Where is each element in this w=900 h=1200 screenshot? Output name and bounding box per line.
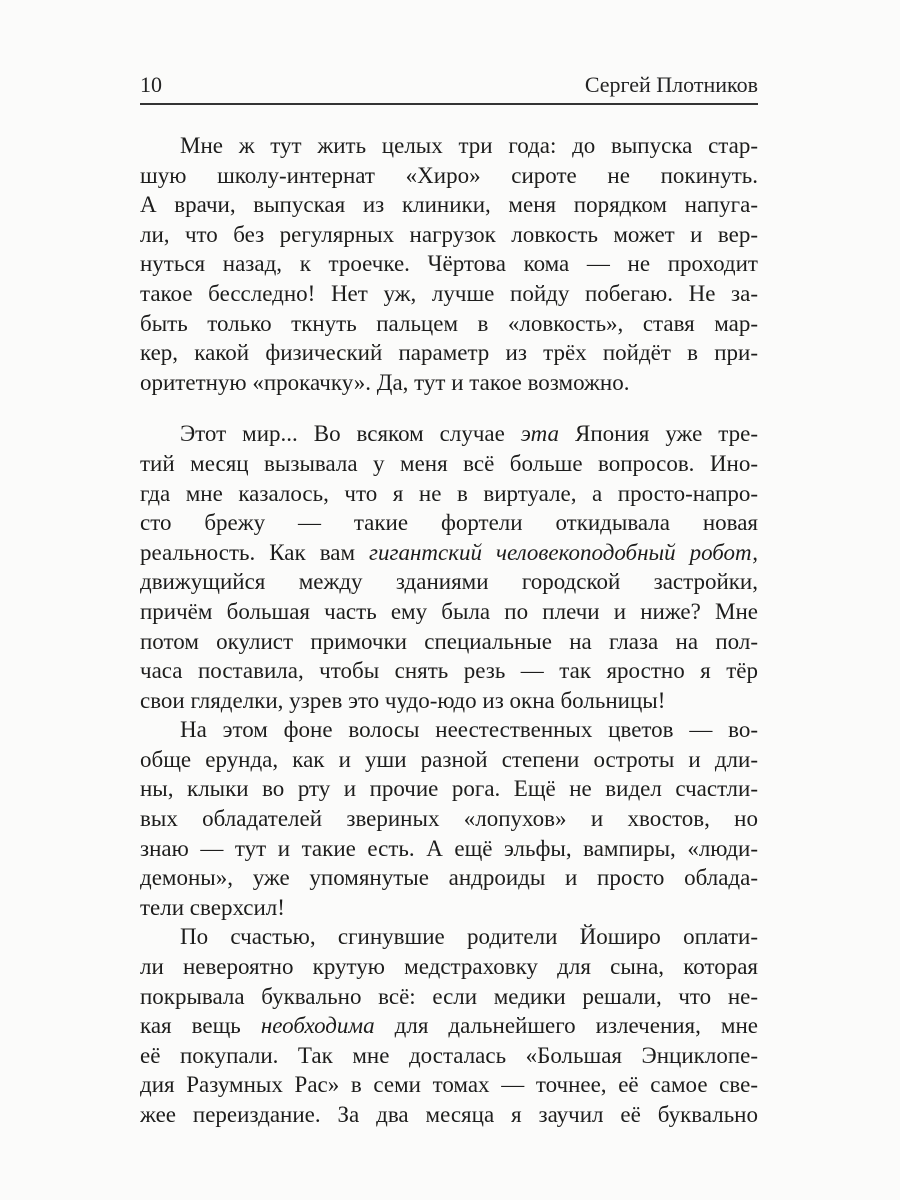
text-line: [140, 982, 758, 1012]
text-segment: движущийся между зданиями городской застройки,: [140, 569, 758, 595]
text-line: [140, 893, 758, 923]
text-segment: А врачи, выпуская из клиники, меня порядком напуга-: [140, 192, 758, 218]
text-line: [140, 479, 758, 509]
paragraph: [140, 131, 758, 397]
text-segment: Япония уже тре-: [559, 421, 758, 447]
paragraph: [140, 419, 758, 715]
text-line: [140, 567, 758, 597]
text-line: [140, 863, 758, 893]
text-segment: ны, клыки во рту и прочие рога. Ещё не видел счастли-: [140, 776, 758, 802]
text-segment: дия Разумных Рас» в семи томах — точнее, её самое све-: [140, 1072, 758, 1098]
text-line: [140, 656, 758, 686]
text-line: [140, 368, 758, 398]
text-line: [140, 309, 758, 339]
text-segment: жее переиздание. За два месяца я заучил её буквально: [140, 1102, 758, 1127]
text-line: [140, 597, 758, 627]
text-line: [140, 131, 758, 161]
text-line: [140, 1100, 758, 1130]
text-segment: знаю — тут и такие есть. А ещё эльфы, вампиры, «люди-: [140, 835, 758, 861]
text-line: [140, 190, 758, 220]
text-segment: тий месяц вызывала у меня всё больше вопросов. Ино-: [140, 450, 758, 476]
text-line: [140, 834, 758, 864]
text-line: [140, 1041, 758, 1071]
text-segment: обще ерунда, как и уши разной степени остроты и дли-: [140, 746, 758, 772]
text-segment: быть только ткнуть пальцем в «ловкость», ставя мар-: [140, 310, 758, 336]
text-segment: сто брежу — такие фортели откидывала новая: [140, 510, 758, 536]
page-number: 10: [140, 72, 162, 97]
paragraph: [140, 922, 758, 1129]
author-name: Сергей Плотников: [584, 72, 758, 97]
text-segment: ли, что без регулярных нагрузок ловкость может и вер-: [140, 221, 758, 247]
text-segment: гда мне казалось, что я не в виртуале, а просто-напро-: [140, 480, 758, 506]
text-segment: тели сверхсил!: [140, 894, 285, 920]
text-segment: По счастью, сгинувшие родители Йоширо оплати-: [180, 924, 758, 950]
text-line: [140, 715, 758, 745]
paragraph: [140, 715, 758, 922]
text-line: [140, 686, 758, 716]
text-line: [140, 627, 758, 657]
text-line: [140, 338, 758, 368]
text-segment: вых обладателей звериных «лопухов» и хвостов, но: [140, 806, 758, 832]
italic-text-segment: необходима: [260, 1013, 375, 1039]
text-line: [140, 449, 758, 479]
text-line: [140, 220, 758, 250]
text-line: [140, 745, 758, 775]
italic-text-segment: эта: [520, 421, 560, 447]
text-column: [140, 72, 758, 1130]
text-segment: нуться назад, к троечке. Чёртова кома — не проходит: [140, 251, 758, 277]
text-segment: потом окулист примочки специальные на глаза на пол-: [140, 628, 758, 654]
text-line: [140, 1011, 758, 1041]
text-segment: демоны», уже упомянутые андроиды и просто облада-: [140, 865, 758, 891]
text-segment: причём большая часть ему была по плечи и ниже? Мне: [140, 598, 758, 624]
text-line: [140, 804, 758, 834]
header-rule: [140, 103, 758, 105]
text-segment: шую школу-интернат «Хиро» сироте не покинуть.: [140, 162, 758, 188]
text-segment: такое бесследно! Нет уж, лучше пойду побегаю. Не за-: [140, 280, 758, 306]
text-segment: для дальнейшего излечения, мне: [374, 1013, 758, 1039]
text-segment: Этот мир... Во всяком случае: [180, 421, 521, 447]
text-segment: свои гляделки, узрев это чудо-юдо из окна больницы!: [140, 687, 666, 713]
text-segment: ли невероятно крутую медстраховку для сына, которая: [140, 954, 758, 980]
text-line: [140, 508, 758, 538]
text-segment: её покупали. Так мне досталась «Большая Энциклопе-: [140, 1042, 758, 1068]
text-line: [140, 279, 758, 309]
text-segment: оритетную «прокачку». Да, тут и такое возможно.: [140, 369, 630, 395]
text-line: [140, 161, 758, 191]
text-segment: На этом фоне волосы неестественных цветов — во-: [180, 717, 758, 743]
italic-text-segment: гигантский человекоподобный робот,: [369, 539, 758, 565]
text-line: [140, 952, 758, 982]
text-line: [140, 538, 758, 568]
text-line: [140, 774, 758, 804]
text-segment: реальность. Как вам: [140, 539, 370, 565]
text-segment: кер, какой физический параметр из трёх пойдёт в при-: [140, 340, 758, 366]
text-line: [140, 249, 758, 279]
text-segment: Мне ж тут жить целых три года: до выпуска стар-: [180, 133, 758, 158]
text-segment: покрывала буквально всё: если медики решали, что не-: [140, 983, 758, 1009]
text-line: [140, 1070, 758, 1100]
page-body: [140, 131, 758, 1130]
page-header: [140, 72, 758, 97]
text-line: [140, 922, 758, 952]
text-line: [140, 419, 758, 449]
text-segment: кая вещь: [140, 1013, 261, 1039]
text-segment: часа поставила, чтобы снять резь — так яростно я тёр: [140, 658, 758, 684]
